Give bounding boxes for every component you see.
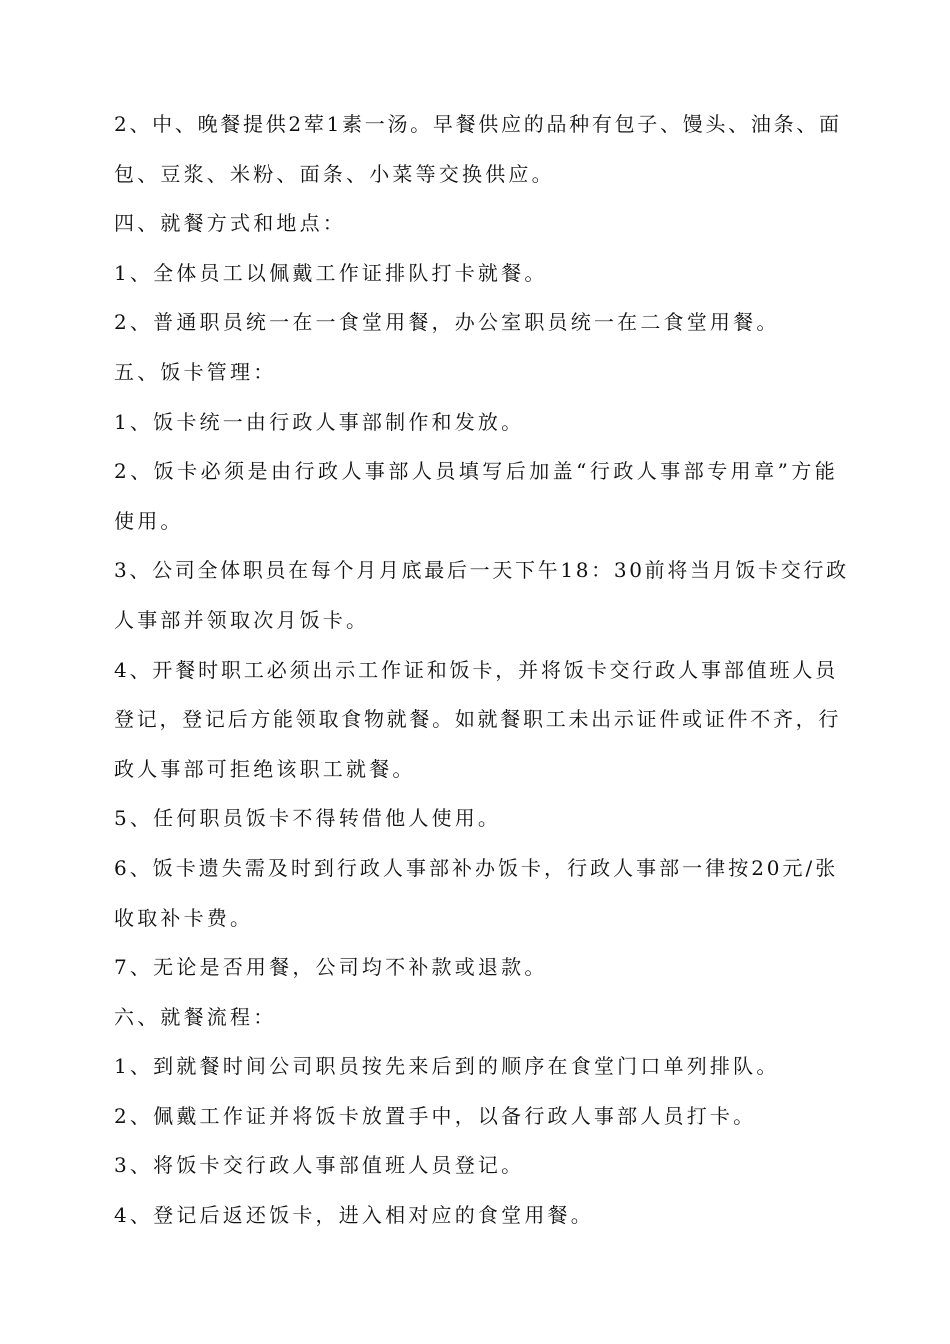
text-line: 收取补卡费。: [114, 905, 254, 930]
text-line: 4、登记后返还饭卡，进入相对应的食堂用餐。: [114, 1203, 594, 1228]
text-line: 登记，登记后方能领取食物就餐。如就餐职工未出示证件或证件不齐，行: [114, 707, 842, 732]
text-line: 1、全体员工以佩戴工作证排队打卡就餐。: [114, 260, 548, 285]
text-line: 1、到就餐时间公司职员按先来后到的顺序在食堂门口单列排队。: [114, 1054, 780, 1079]
text-line: 包、豆浆、米粉、面条、小菜等交换供应。: [114, 161, 555, 186]
section-heading: 六、就餐流程：: [114, 1004, 277, 1029]
text-line: 7、无论是否用餐，公司均不补款或退款。: [114, 955, 548, 980]
text-line: 2、中、晚餐提供2荤1素一汤。早餐供应的品种有包子、馒头、油条、面: [114, 112, 842, 136]
section-heading: 四、就餐方式和地点：: [114, 211, 346, 236]
text-line: 人事部并领取次月饭卡。: [114, 607, 370, 632]
text-line: 政人事部可拒绝该职工就餐。: [114, 756, 416, 781]
section-heading: 五、饭卡管理：: [114, 359, 277, 384]
text-line: 2、饭卡必须是由行政人事部人员填写后加盖“行政人事部专用章”方能: [114, 459, 838, 484]
text-line: 2、佩戴工作证并将饭卡放置手中，以备行政人事部人员打卡。: [114, 1103, 757, 1128]
text-line: 6、饭卡遗失需及时到行政人事部补办饭卡，行政人事部一律按20元/张: [114, 855, 838, 880]
text-line: 4、开餐时职工必须出示工作证和饭卡，并将饭卡交行政人事部值班人员: [114, 657, 838, 682]
text-line: 1、饭卡统一由行政人事部制作和发放。: [114, 409, 525, 434]
text-line: 5、任何职员饭卡不得转借他人使用。: [114, 806, 502, 831]
text-line: 3、将饭卡交行政人事部值班人员登记。: [114, 1153, 525, 1178]
text-line: 使用。: [114, 508, 184, 533]
document-body: [114, 104, 849, 1245]
text-line: 2、普通职员统一在一食堂用餐，办公室职员统一在二食堂用餐。: [114, 310, 780, 335]
text-line: 3、公司全体职员在每个月月底最后一天下午18：30前将当月饭卡交行政: [114, 558, 849, 583]
